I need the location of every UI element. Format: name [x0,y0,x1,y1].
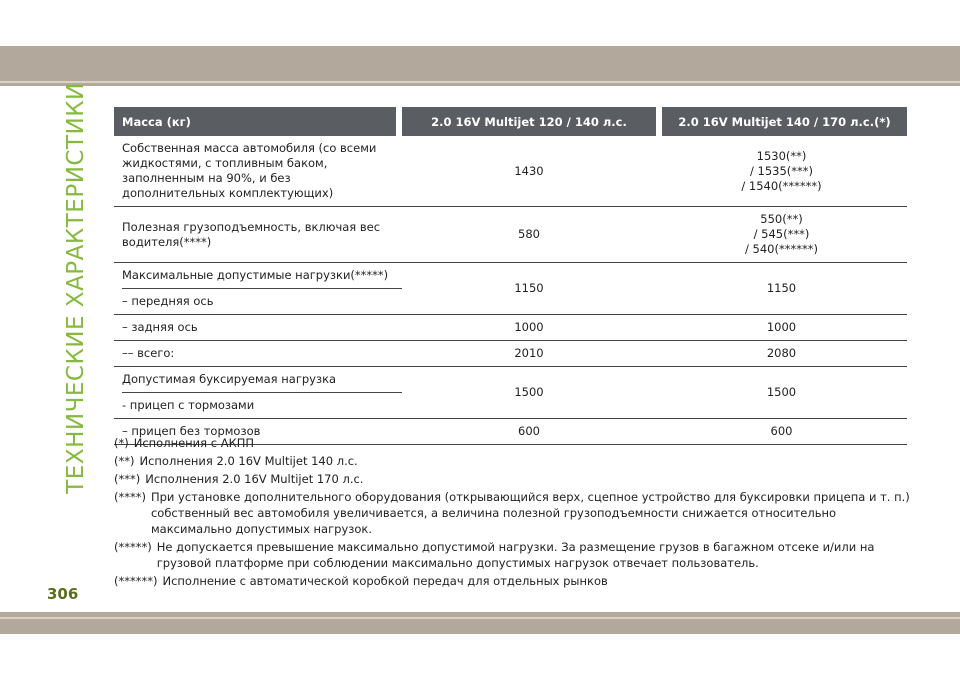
footnote-text: Исполнения 2.0 16V Multijet 170 л.с. [145,472,364,486]
bottom-decor-line [0,617,960,619]
header-variant-2: 2.0 16V Multijet 140 / 170 л.с.(*) [662,107,907,136]
row-value-1: 1000 [402,315,656,341]
footnote-text: Исполнения с АКПП [133,436,255,450]
footnote [114,489,910,537]
row-value-1: 580 [402,207,656,263]
header-variant-1: 2.0 16V Multijet 120 / 140 л.с. [402,107,656,136]
row-value-2: 1000 [656,315,907,341]
footnote-text: При установке дополнительного оборудования (открывающийся верх, сцепное устройство для буксировки прицепа и т. п.) собственный вес автомобиля увеличивается, а величина полезной грузоподъемности снижается относительно максимально допустимых нагрузок. [150,490,910,536]
row-label: Собственная масса автомобиля (со всеми жидкостями, с топливным баком, заполненным на 90%, и без дополнительных комплектующих) [114,136,402,207]
side-title-text: ТЕХНИЧЕСКИЕ ХАРАКТЕРИСТИКИ [62,82,89,494]
table-row [114,207,907,263]
row-label: –– всего: [114,341,402,367]
table-row [114,315,907,341]
row-label: Полезная грузоподъемность, включая вес водителя(****) [114,207,402,263]
footnote-mark: (**) [114,454,135,468]
row-label: – задняя ось [114,315,402,341]
footnote-mark: (****) [114,490,146,504]
footnotes [114,435,910,591]
footnote [114,453,910,469]
row-value-1: 1150 [402,263,656,315]
row-label: Максимальные допустимые нагрузки(*****) – передняя ось [114,263,402,315]
row-value-2: 550(**) / 545(***) / 540(******) [656,207,907,263]
table-row [114,341,907,367]
row-value-2: 600 [656,419,907,445]
row-value-1: 600 [402,419,656,445]
section-side-title [58,82,93,494]
row-value-1: 1500 [402,367,656,419]
row-value-2: 2080 [656,341,907,367]
row-value-1: 2010 [402,341,656,367]
weights-table [114,107,907,445]
footnote [114,539,910,571]
page-number: 306 [47,585,79,603]
footnote [114,573,910,589]
footnote-text: Не допускается превышение максимально допустимой нагрузки. За размещение грузов в багажном отсеке и/или на грузовой платформе при соблюдении максимально допустимых нагрузок отвечает пользователь. [156,540,875,570]
table-row [114,263,907,315]
footnote-mark: (***) [114,472,141,486]
top-decor-band [0,46,960,86]
row-label: – прицеп без тормозов [114,419,402,445]
row-value-2: 1150 [656,263,907,315]
footnote-text: Исполнения 2.0 16V Multijet 140 л.с. [139,454,358,468]
row-value-2: 1500 [656,367,907,419]
table-row [114,136,907,207]
table-header-row [114,107,907,136]
bottom-decor-band [0,612,960,634]
footnote-mark: (*****) [114,540,152,554]
row-value-1: 1430 [402,136,656,207]
top-decor-line [0,81,960,83]
row-label: Допустимая буксируемая нагрузка - прицеп с тормозами [114,367,402,419]
header-mass: Масса (кг) [114,107,396,136]
footnote-mark: (*) [114,436,129,450]
footnote [114,435,910,451]
footnote-mark: (******) [114,574,158,588]
footnote [114,471,910,487]
row-value-2: 1530(**) / 1535(***) / 1540(******) [656,136,907,207]
footnote-text: Исполнение с автоматической коробкой передач для отдельных рынков [162,574,608,588]
table-row [114,367,907,419]
